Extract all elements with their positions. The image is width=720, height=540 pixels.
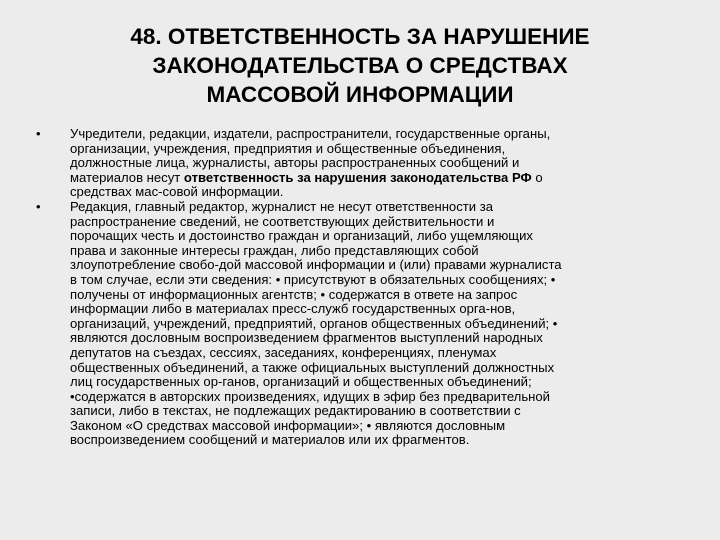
- text-line: организации, учреждения, предприятия и общественные объединения,: [70, 140, 506, 156]
- text-line: являются дословным воспроизведением фрагментов выступлений народных: [70, 330, 543, 346]
- title-line: ЗАКОНОДАТЕЛЬСТВА О СРЕДСТВАХ: [152, 53, 568, 78]
- bullet-item-founders: [36, 127, 686, 200]
- text-line: распространение сведений, не соответствующих действительности и: [70, 213, 495, 229]
- bullet-dot-icon: •: [36, 126, 41, 141]
- text-line: Учредители, редакции, издатели, распространители, государственные органы,: [70, 126, 551, 141]
- text-line: депутатов на съездах, сессиях, заседаниях, конференциях, пленумах: [70, 344, 497, 360]
- text-line: средствах мас-совой информации.: [70, 184, 284, 200]
- bullet-dot-icon: •: [36, 198, 41, 214]
- text-line: в том случае, если эти сведения: • присутствуют в обязательных сообщениях; •: [70, 271, 556, 287]
- text-line: организаций, учреждений, предприятий, органов общественных объединений; •: [70, 315, 558, 331]
- bullet-list: [36, 127, 686, 448]
- text-line: Редакция, главный редактор, журналист не несут ответственности за: [70, 198, 493, 214]
- bold-phrase: ответственность за нарушения законодательства РФ: [183, 169, 532, 185]
- text-line: воспроизведением сообщений и материалов или их фрагментов.: [70, 432, 470, 448]
- text-line: злоупотребление свобо-дой массовой информации и (или) правами журналиста: [70, 257, 562, 273]
- text-line: порочащих честь и достоинство граждан и организаций, либо ущемляющих: [70, 228, 533, 244]
- bullet-item-exemptions: [36, 200, 686, 448]
- text-fragment: о: [531, 169, 543, 185]
- text-line: права и законные интересы граждан, либо представляющих собой: [70, 242, 479, 258]
- text-line: Законом «О средствах массовой информации»; • являются дословным: [70, 417, 506, 433]
- text-line: получены от информационных агентств; • содержатся в ответе на запрос: [70, 286, 518, 302]
- text-line: общественных объединений, а также официальных выступлений должностных: [70, 359, 555, 375]
- text-line: •содержатся в авторских произведениях, идущих в эфир без предварительной: [70, 388, 550, 404]
- text-line: [70, 171, 686, 186]
- text-fragment: материалов несут: [70, 169, 184, 185]
- slide-title: [90, 22, 630, 109]
- text-line: информации либо в материалах пресс-служб государственных орга-нов,: [70, 301, 516, 317]
- title-line: 48. ОТВЕТСТВЕННОСТЬ ЗА НАРУШЕНИЕ: [130, 24, 590, 49]
- title-line: МАССОВОЙ ИНФОРМАЦИИ: [206, 82, 514, 107]
- text-line: лиц государственных ор-ганов, организаций и общественных объединений;: [70, 374, 532, 390]
- text-line: должностные лица, журналисты, авторы распространенных сообщений и: [70, 155, 520, 171]
- text-line: записи, либо в текстах, не подлежащих редактированию в соответствии с: [70, 403, 521, 419]
